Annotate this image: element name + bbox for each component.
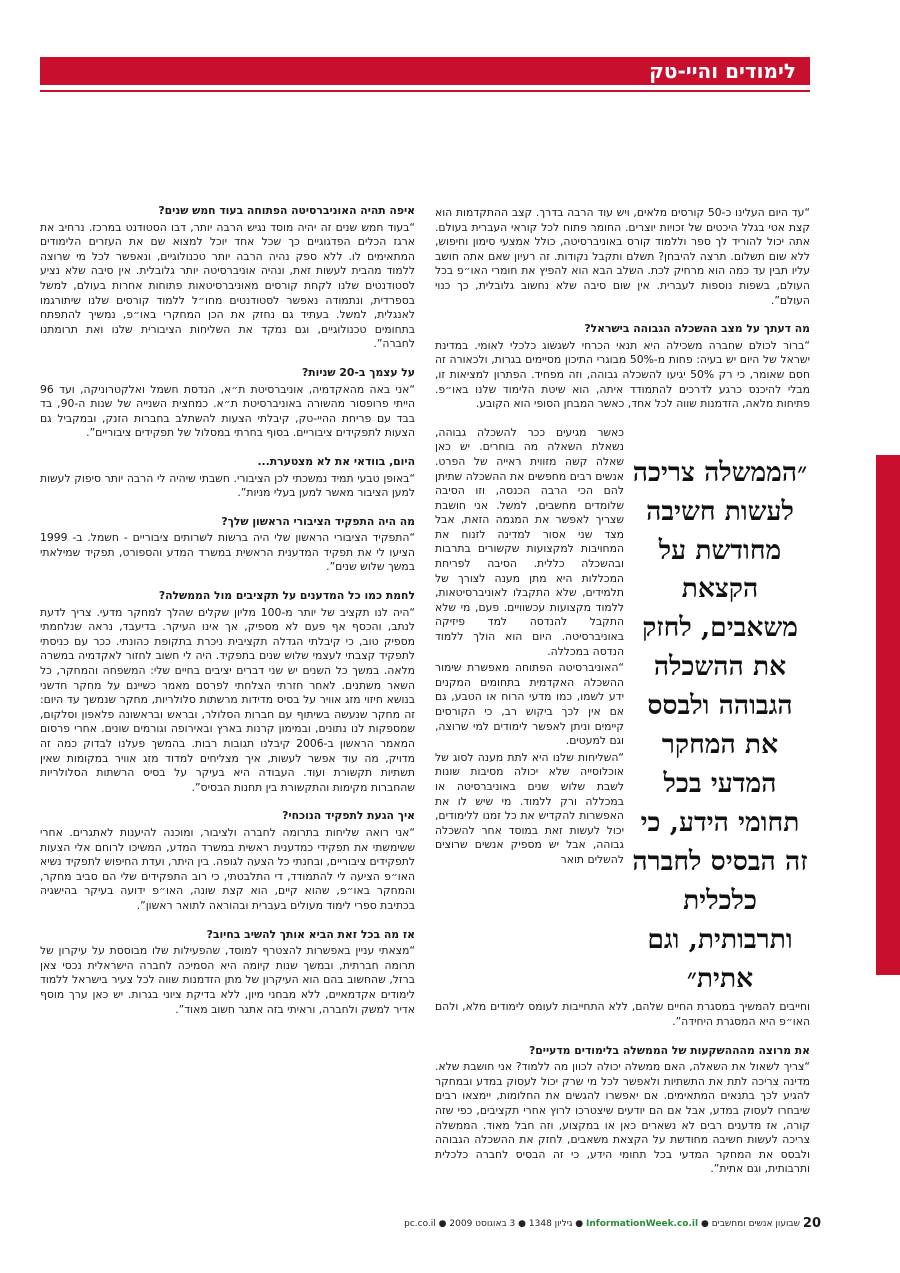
qa-block	[40, 809, 415, 913]
answer-text: “צריך לשאול את השאלה, האם ממשלה יכולה לכוון מה ללמוד? אני חושבת שלא. מדינה צריכה לתת את התשתיות ולאפשר לכל מי שרק יכול לעסוק במדע ובמחקר להגיע לכך בתנאים המתאימים. אם יאפשרו להגשים את החלומות, יימצאו רבים שיבחרו לעסוק במדע, אבל אם הם יודעים שיצטרכו לרוץ אחרי תקציבים, כפי שזה קורה, אז מדענים רבים לא נשארים כאן או במקצוע, וזה חבל מאוד. הממשלה צריכה לעשות חשיבה מחודשת על הקצאת משאבים, לחזק את ההשכלה הגבוהה ולבסס את המחקר המדעי בכל תחומי הידע, כי זה הבסיס לחברה כלכלית ותרבותית, וגם אתית”.	[435, 1060, 810, 1176]
continuation-paragraph: וחייבים להמשיך במסגרת החיים שלהם, ללא התחייבות לעומס לימודים מלא, ולהם האו״פ היא המסגרת היחידה”.	[435, 1000, 810, 1028]
question-heading: על עצמך ב-20 שניות?	[301, 365, 415, 379]
article-right-column	[435, 206, 810, 1191]
footer-separator: ●	[700, 1219, 709, 1229]
qa-block	[40, 366, 415, 441]
pull-quote: ״הממשלה צריכה לעשות חשיבה מחודשת על הקצאת משאבים, לחזק את ההשכלה הגבוהה ולבסס את המחקר המדעי בכל תחומי הידע, כי זה הבסיס לחברה כלכלית ותרבותית, וגם אתית״	[632, 456, 808, 994]
side-paragraph: “האוניברסיטה הפתוחה מאפשרת שימור ההשכלה האקדמית בתחומים המקנים ידע לשמו, כמו מדעי הרוח או הטבע, גם אם אין לכך ביקוש רב, כי הקורסים קיימים וניתן לאפשר לימודים למי שרוצה, וגם למעטים.	[435, 661, 624, 748]
qa-block	[40, 455, 415, 501]
question-heading: לחמת כמו כל המדענים על תקציבים מול הממשלה?	[158, 589, 415, 603]
page-number: 20	[802, 1216, 821, 1231]
question-heading: אז מה בכל זאת הביא אותך להשיב בחיוב?	[206, 927, 415, 941]
answer-text: “אני רואה שליחות בתרומה לחברה ולציבור, ומוכנה להיענות לאתגרים. אחרי ששימשתי את תפקידי כמדענית ראשית במשרד המדע, המשיכו לרוחם אלי הצעות לתפקידים ציבוריים, ובחנתי כל הצעה לגופה. בין היתר, ועדת החיפוש לתפקיד נשיא האו״פ הציעה לי להתמודד, די התלבטתי, כי רוב התפקידים שלי הם סביב מחקר, והמחקר באו״פ, שהוא קיים, הוא קצת שונה, האו״פ ידועה בעיקר בהישגיה בכתיבת ספרי לימוד מעולים בעברית ובהוראה לתואר ראשון”.	[40, 825, 415, 912]
footer-separator: ●	[518, 1219, 527, 1229]
answer-text: “ברור לכולם שחברה משכילה היא תנאי הכרחי לשגשוג כלכלי לאומי. במדינת ישראל של היום יש בעיה: פחות מ-50% מבוגרי התיכון מסיימים בגרות, ולכאורה זה חסם שאומר, כי רק 50% יגיעו להשכלה גבוהה, וזה מפחיד. הפתרון למציאות זו, מבלי להיכנס כרגע לדרכים להתמודד איתה, הוא שיטת הלימוד שלנו באו״פ. פתיחות מלאה, הזדמנות שווה לכל אחד, כאשר המבחן הסופי הוא הקובע.	[435, 338, 810, 411]
qa-block	[40, 928, 415, 1018]
qa-block	[435, 322, 810, 412]
footer-url-link[interactable]: pc.co.il	[404, 1219, 436, 1229]
section-header-bar	[40, 57, 810, 85]
question-heading: מה היה התפקיד הציבורי הראשון שלך?	[221, 514, 415, 528]
qa-block	[435, 1044, 810, 1177]
qa-block	[40, 589, 415, 795]
footer-separator: ●	[438, 1219, 447, 1229]
question-heading: את מרוצה מהההשקעות של הממשלה בלימודים מדעיים?	[529, 1043, 810, 1057]
answer-text: “מצאתי עניין באפשרות להצטרף למוסד, שהפעילות שלו מבוססת על עיקרון של תרומה חברתית, ובמשך שנות קיומה היא הסמיכה לחברה הישראלית נכסי צאן ברזל, שהחשוב בהם הוא העיקרון של מתן הזדמנות שווה לכל צעיר בישראל ללמוד לימודים אקדמאיים, ללא מבחני מיון, ללא בדיקת ציוני בגרות. יש כאן ערך מוסף אדיר למשק ולחברה, וראיתי בזה אתגר חשוב מאוד”.	[40, 944, 415, 1016]
answer-text: “אני באה מהאקדמיה, אוניברסיטת ת״א, הנדסת חשמל ואלקטרוניקה, ועד 96 הייתי פרופסור מהשורה באוניברסיטת ת״א. כמחצית השנייה של שנות ה-90, בד בבד עם פריחת ההיי-טק, קיבלתי הצעות להשתלב בחברות הזנק, ובמקביל גם הצעות לתפקידים ציבוריים. בסוף בחרתי במסלול של תפקידים ציבוריים”.	[40, 382, 415, 440]
question-heading: איפה תהיה האוניברסיטה הפתוחה בעוד חמש שנים?	[158, 204, 415, 217]
footer-separator: ●	[575, 1219, 584, 1229]
answer-text: “היה לנו תקציב של יותר מ-100 מליון שקלים שהלך למחקר מדעי. צריך לדעת לנתב, והכסף אף פעם לא מספיק, אך אינו העיקר. בדיעבד, נראה שנלחמתי מספיק טוב, כי קיבלתי הגדלה תקציבית ניכרת בתקופת כהונתי. ככר עם כניסתי לתפקיד קצבתי לעצמי שלוש שנים בתפקיד. היה לי חשוב לחזור לאקדמיה במשרה מלאה. במשך כל השנים יש שני דברים יציבים בחיים שלי: המשפחה והמחקר, כל השאר משתנים. לאחר חזרתי הצלחתי לפרסם מאמר כשיינם על מחקר חדשני בנושא חיזוי מזג אוויר על בסיס מדידות מרשתות סלולריות, מחקר שנמשך עד היום: זה מחקר שנעשה בשיתוף עם חברות הסלולר, ובראש ובראשונה פלאפון וסלקום, שמספקות לנו נתונים, ובמימון קרנות בארץ ובאירופה וגורמים שונים. אחרי פרסום המאמר הראשון ב-2006 קיבלנו תגובות רבות. בהמשך פעלנו לבדוק כמה זה מדויק, מה עוד אפשר לעשות, איך מצליחים למדוד מזג אוויר במקומות שאין תשתיות תקשורת ועוד. העבודה היא בעיקר על בסיס הרשתות הסלולריות שהחברות מקימות והתקשורת בין תחנות הבסיס”.	[40, 605, 415, 794]
header-rule	[40, 90, 810, 92]
footer-date: 3 באוגוסט 2009	[449, 1219, 516, 1229]
section-title: לימודים והיי-טק	[649, 59, 796, 83]
article-left-column	[40, 204, 415, 1031]
footer-issue: גיליון 1348	[528, 1219, 573, 1229]
side-color-tab	[876, 455, 900, 975]
answer-text: “בעוד חמש שנים זה יהיה מוסד נגיש הרבה יותר, דבו הסטודנט במרכז. נרחיב את ארגז הכלים הפדגוגיים כך שכל אחד יוכל למצוא שם את העזרים הלימודים המתאימים לו. ללא ספק נהיה הרבה יותר טכנולוגיים, ונאפשר לכל מי שרוצה ללמוד מהבית לעשות זאת, ונהיה אוניברסיטה יותר גלובלית. אין סיבה שלא נציע לסטודנטים שלנו לקחת קורסים מאוניברסיטאות פתוחות אחרות בעולם, למשל בספרדית, ונתמודה נאפשר לסטודנטים מחו״ל ללמוד קורסים שלנו שיתורגמו לאנגלית, למשל. בעתיד גם נחזק את הכן המחקרי באו״פ, נמשיך להתפתח בתחומים טכנולוגיים, וגם נמקד את השליחות הציבורית שלנו ואת תרומתנו לחברה”.	[40, 220, 415, 351]
answer-text: “התפקיד הציבורי הראשון שלי היה ברשות לשרותים ציבוריים - חשמל. ב- 1999 הציעו לי את תפקיד המדענית הראשית במשרד המדע והספורט, תפקיד שמילאתי במשך שלוש שנים”.	[40, 531, 415, 574]
qa-block	[40, 515, 415, 575]
pull-quote-section	[435, 426, 810, 999]
intro-paragraph: “עד היום העלינו כ-50 קורסים מלאים, ויש עוד הרבה בדרך. קצב ההתקדמות הוא קצת אטי בגלל היכטים של זכויות יוצרים. החומר פתוח לכל קוראי העברית בעולם. אתה יכול להוריד לך ספר וללמוד קורס באוניברסיטה, כולל אמצעי סימון וחיפוש, ללא שום תשלום. תרצה להיבחן? תשלם ותקבל נקודות. זה רעיון שאם אתה חושב עליו תבין עד כמה הוא מרחיק לכת. השלב הבא הוא להפיץ את חומרי האו״פ בכל העולם, בשפות נוספות לעברית. אין שום סיבה שלא נחשוב גלובלית, כך כנוי העולם”.	[435, 206, 810, 307]
answer-text: “באופן טבעי תמיד נמשכתי לכן הציבורי. חשבתי שיהיה לי הרבה יותר סיפוק לעשות למען הציבור מאשר למען בעלי מניות”.	[40, 471, 415, 500]
footer-publication: שבועון אנשים ומחשבים	[711, 1219, 800, 1229]
page-footer	[404, 1219, 800, 1229]
qa-block	[40, 204, 415, 352]
question-heading: מה דעתך על מצב ההשכלה הגבוהה בישראל?	[584, 322, 810, 336]
question-heading: איך הגעת לתפקיד הנוכחי?	[282, 809, 415, 823]
side-paragraph: כאשר מגיעים ככר להשכלה גבוהה, נשאלת השאלה מה בוחרים. יש כאן שאלה קשה מזווית ראייה של הפרט. אנשים רבים מחפשים את ההשכלה שתיתן להם הכי הרבה הכנסה, וזו הסיבה שלומדים מחשבים, למשל. אני חושבת שצריך לאפשר את המגמה הזאת, אבל מצד שני אסור למדינה לזנוח את המחויבות למקצועות שקשורים בתרבות ובהשכלה כללית. הסיבה לפריחת המכללות היא מתן מענה לצורך של תלמידים, שלא התקבלו לאוניברסיטאות, ללמוד מקצועות עכשוויים. פעם, מי שלא התקבל להנדסה למד פיזיקה באוניברסיטה. היום הוא הולך ללמוד הנדסה במכללה.	[435, 425, 624, 658]
footer-site-link[interactable]: InformationWeek.co.il	[586, 1219, 699, 1229]
question-heading: היום, בוודאי את לא מצטערת...	[257, 454, 415, 468]
side-paragraph: “השליחות שלנו היא לתת מענה לסוג של אוכלוסייה שלא יכולה מסיבות שונות לשבת שלוש שנים באוניברסיטה או במכללה ורק ללמוד. מי שיש לו את האפשרות להקדיש את כל זמנו ללימודים, יכול לעשות זאת במוסד אחר להשכלה גבוהה, אבל יש מספיק אנשים שרוצים להשלים תואר	[435, 750, 624, 866]
